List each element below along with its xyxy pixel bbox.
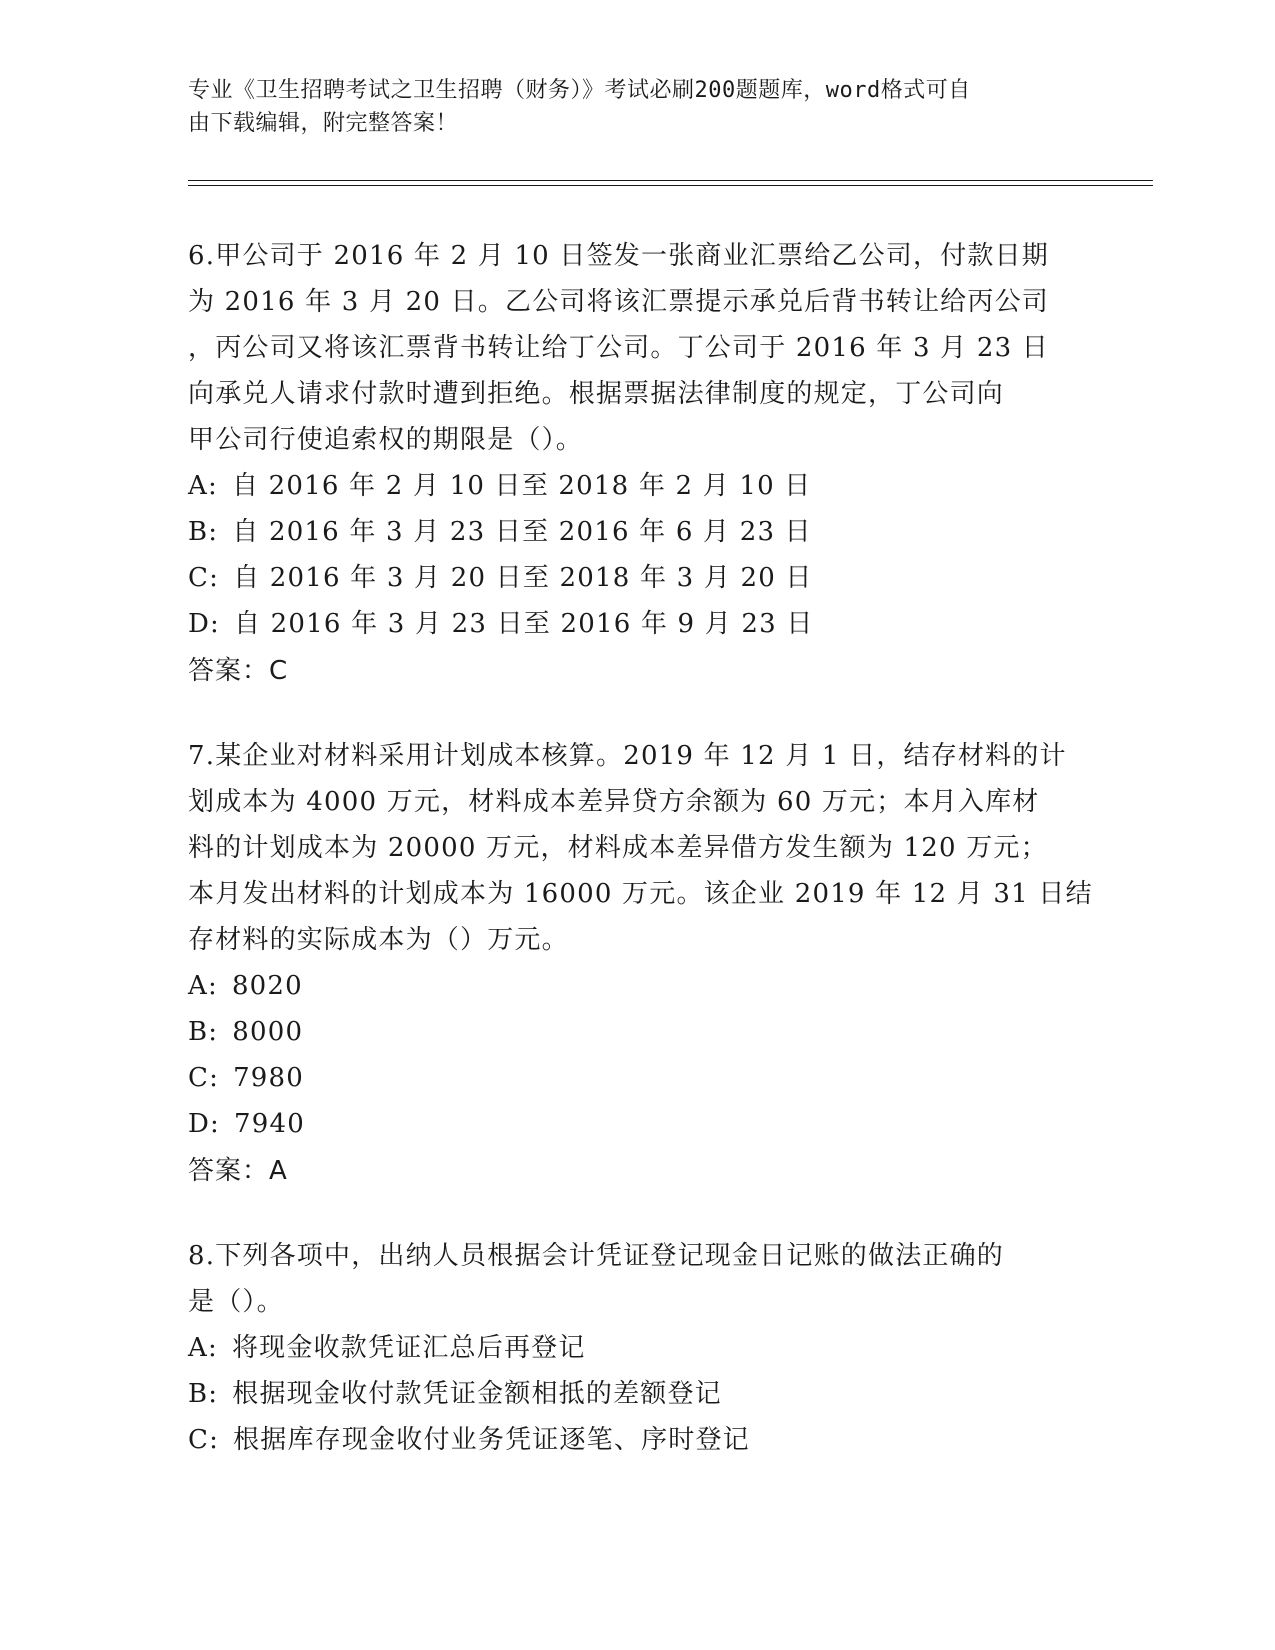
option-b (188, 509, 1088, 555)
option-text: 将现金收款凭证汇总后再登记 (231, 1333, 586, 1363)
question-stem-line: 划成本为 4000 万元，材料成本差异贷方余额为 60 万元；本月入库材 (188, 787, 1040, 817)
option-key: C: (188, 1063, 220, 1093)
option-a (188, 1325, 1088, 1371)
option-a (188, 963, 1088, 1009)
option-d (188, 601, 1088, 647)
question-stem-line: 为 2016 年 3 月 20 日。乙公司将该汇票提示承兑后背书转让给丙公司 (188, 287, 1049, 317)
question-stem-line: 甲公司行使追索权的期限是（）。 (188, 425, 584, 455)
option-key: A: (188, 1333, 218, 1363)
option-key: C: (188, 1425, 220, 1455)
question-stem-line: 7.某企业对材料采用计划成本核算。2019 年 12 月 1 日，结存材料的计 (188, 741, 1067, 771)
header-divider-top (188, 180, 1153, 181)
question-6 (188, 233, 1088, 695)
option-c (188, 555, 1088, 601)
question-7 (188, 733, 1093, 1195)
header-title-line-2: 由下载编辑，附完整答案！ (188, 111, 459, 136)
option-a (188, 463, 1088, 509)
option-key: D: (188, 609, 221, 639)
question-stem-line: 8.下列各项中，出纳人员根据会计凭证登记现金日记账的做法正确的 (188, 1241, 1005, 1271)
page-header (188, 74, 1068, 140)
question-stem-line: 是（）。 (188, 1287, 284, 1317)
option-key: B: (188, 1017, 219, 1047)
option-text: 8000 (232, 1017, 304, 1047)
option-key: D: (188, 1109, 221, 1139)
question-stem-line: 向承兑人请求付款时遭到拒绝。根据票据法律制度的规定，丁公司向 (188, 379, 1005, 409)
question-stem-line: 料的计划成本为 20000 万元，材料成本差异借方发生额为 120 万元； (188, 833, 1048, 863)
option-b (188, 1371, 1088, 1417)
option-d (188, 1101, 1088, 1147)
option-key: C: (188, 563, 220, 593)
option-b (188, 1009, 1088, 1055)
option-text: 根据库存现金收付业务凭证逐笔、序时登记 (233, 1425, 750, 1455)
option-text: 自 2016 年 3 月 23 日至 2016 年 6 月 23 日 (232, 517, 812, 547)
option-c (188, 1417, 1088, 1463)
question-stem-line: 本月发出材料的计划成本为 16000 万元。该企业 2019 年 12 月 31 日结 (188, 879, 1093, 909)
option-key: A: (188, 471, 218, 501)
option-text: 自 2016 年 3 月 23 日至 2016 年 9 月 23 日 (234, 609, 814, 639)
option-c (188, 1055, 1088, 1101)
option-text: 自 2016 年 2 月 10 日至 2018 年 2 月 10 日 (231, 471, 812, 501)
option-text: 根据现金收付款凭证金额相抵的差额登记 (232, 1379, 722, 1409)
answer-label: 答案：A (188, 1156, 288, 1186)
header-divider-bottom (188, 185, 1153, 186)
option-text: 自 2016 年 3 月 20 日至 2018 年 3 月 20 日 (233, 563, 813, 593)
option-key: B: (188, 1379, 219, 1409)
question-stem-line: ，丙公司又将该汇票背书转让给丁公司。丁公司于 2016 年 3 月 23 日 (188, 333, 1049, 363)
option-text: 8020 (231, 971, 303, 1001)
question-stem-line: 存材料的实际成本为（）万元。 (188, 925, 569, 955)
answer-label: 答案：C (188, 656, 289, 686)
option-text: 7940 (234, 1109, 305, 1139)
question-8 (188, 1233, 1088, 1463)
header-title-line-1: 专业《卫生招聘考试之卫生招聘（财务）》考试必刷200题题库，word格式可自 (188, 78, 971, 103)
option-text: 7980 (233, 1063, 305, 1093)
option-key: B: (188, 517, 219, 547)
option-key: A: (188, 971, 218, 1001)
question-stem-line: 6.甲公司于 2016 年 2 月 10 日签发一张商业汇票给乙公司，付款日期 (188, 241, 1049, 271)
